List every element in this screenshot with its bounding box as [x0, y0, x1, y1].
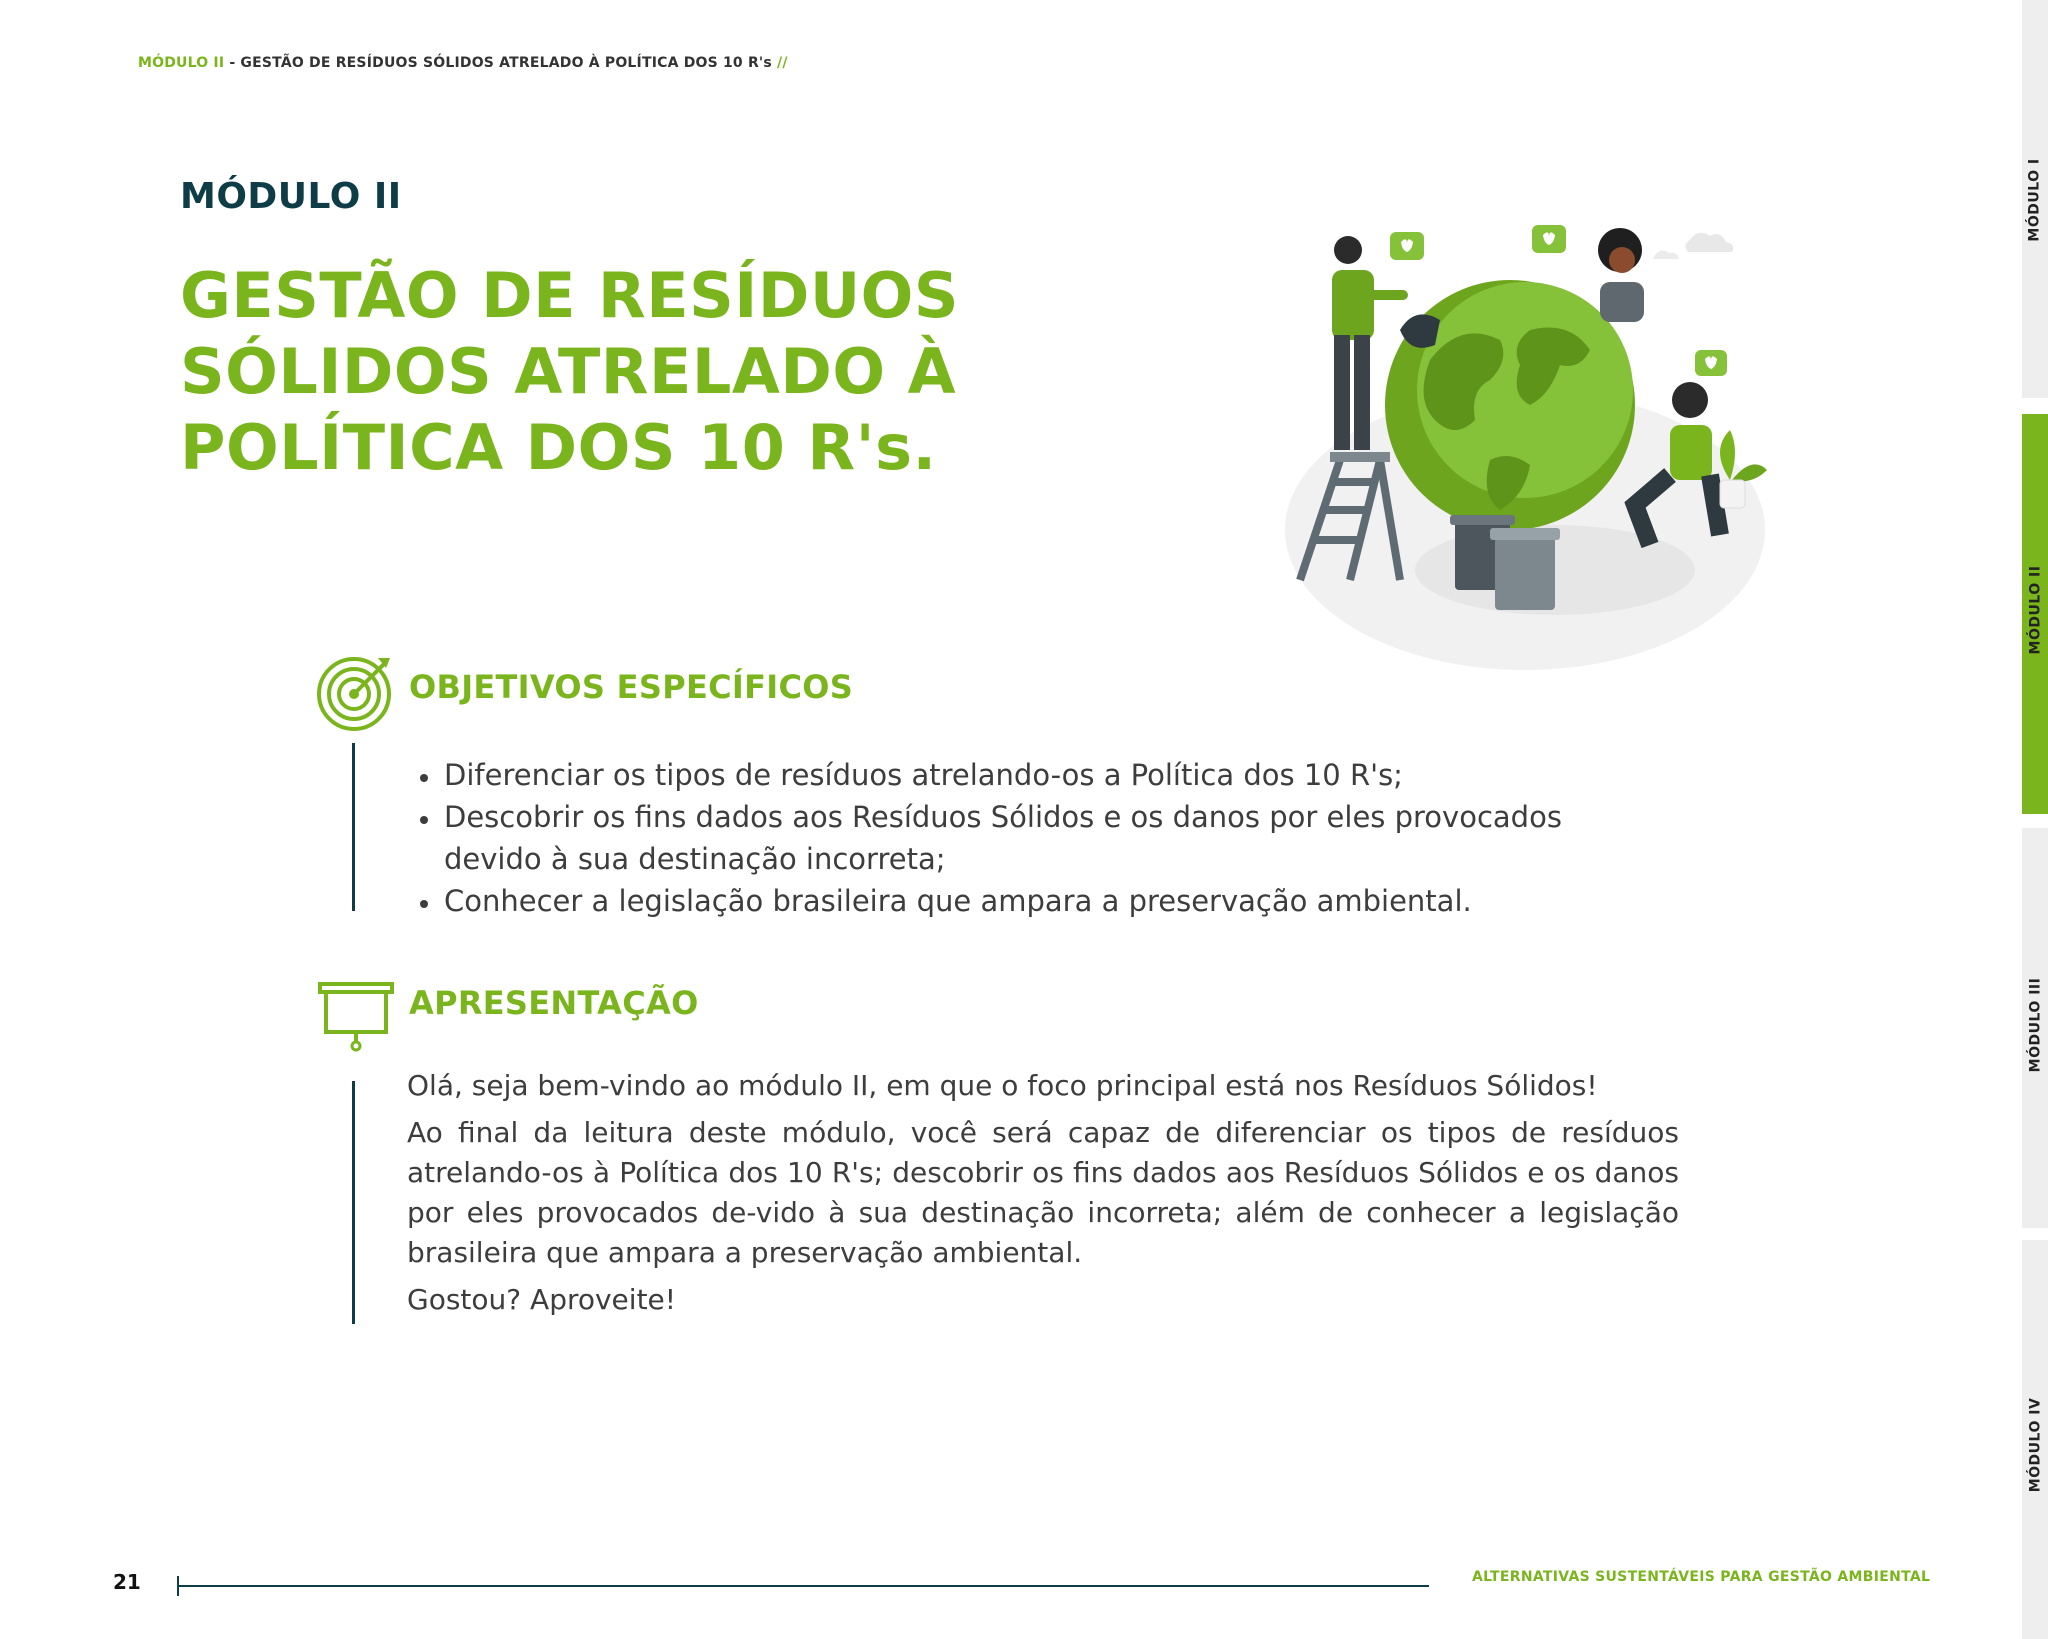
presentation-paragraph: Gostou? Aproveite!	[407, 1283, 676, 1316]
page-title-line: SÓLIDOS ATRELADO À	[180, 335, 957, 408]
tab-label: MÓDULO I	[2027, 158, 2044, 242]
tab-label: MÓDULO II	[2027, 565, 2043, 655]
module-label: MÓDULO II	[180, 176, 402, 217]
target-icon	[316, 652, 396, 732]
running-header-module: MÓDULO II	[138, 55, 225, 71]
footer-divider	[177, 1585, 1429, 1587]
publication-title: ALTERNATIVAS SUSTENTÁVEIS PARA GESTÃO AMBIENTAL	[1472, 1569, 1931, 1585]
page-title	[180, 258, 959, 486]
running-header	[138, 55, 788, 71]
list-item: • Conhecer a legislação brasileira que ampara a preservação ambiental.	[442, 880, 1592, 922]
running-header-separator: -	[224, 55, 241, 71]
running-header-text: GESTÃO DE RESÍDUOS SÓLIDOS ATRELADO À POLÍTICA DOS 10 R's	[240, 55, 772, 71]
projector-screen-icon	[316, 980, 396, 1052]
presentation-divider	[352, 1081, 355, 1324]
page-number: 21	[113, 1570, 141, 1594]
presentation-paragraph: Ao final da leitura deste módulo, você será capaz de diferenciar os tipos de resíduos atrelando-os à Política dos 10 R's; descobrir os fins dados aos Resíduos Sólidos e os danos por eles provocados de-vido à sua destinação incorreta; além de conhecer a legislação brasileira que ampara a preservação ambiental.	[407, 1116, 1679, 1269]
objectives-divider	[352, 743, 355, 911]
tab-label: MÓDULO III	[2027, 977, 2043, 1073]
objectives-heading: OBJETIVOS ESPECÍFICOS	[409, 668, 854, 706]
list-item: • Descobrir os fins dados aos Resíduos Sólidos e os danos por eles provocados devido à sua destinação incorreta;	[442, 796, 1592, 880]
list-item: • Diferenciar os tipos de resíduos atrelando-os a Política dos 10 R's;	[442, 754, 1592, 796]
presentation-paragraph: Olá, seja bem-vindo ao módulo II, em que o foco principal está nos Resíduos Sólidos!	[407, 1069, 1598, 1102]
objectives-list	[408, 754, 1592, 922]
presentation-text	[407, 1066, 1679, 1327]
page-title-line: GESTÃO DE RESÍDUOS	[180, 259, 960, 332]
tab-label: MÓDULO IV	[2027, 1397, 2044, 1493]
presentation-heading: APRESENTAÇÃO	[409, 984, 699, 1022]
page-title-line: POLÍTICA DOS 10 R's.	[180, 411, 937, 484]
running-header-end: //	[771, 55, 788, 71]
earth-care-illustration	[1270, 210, 1780, 680]
